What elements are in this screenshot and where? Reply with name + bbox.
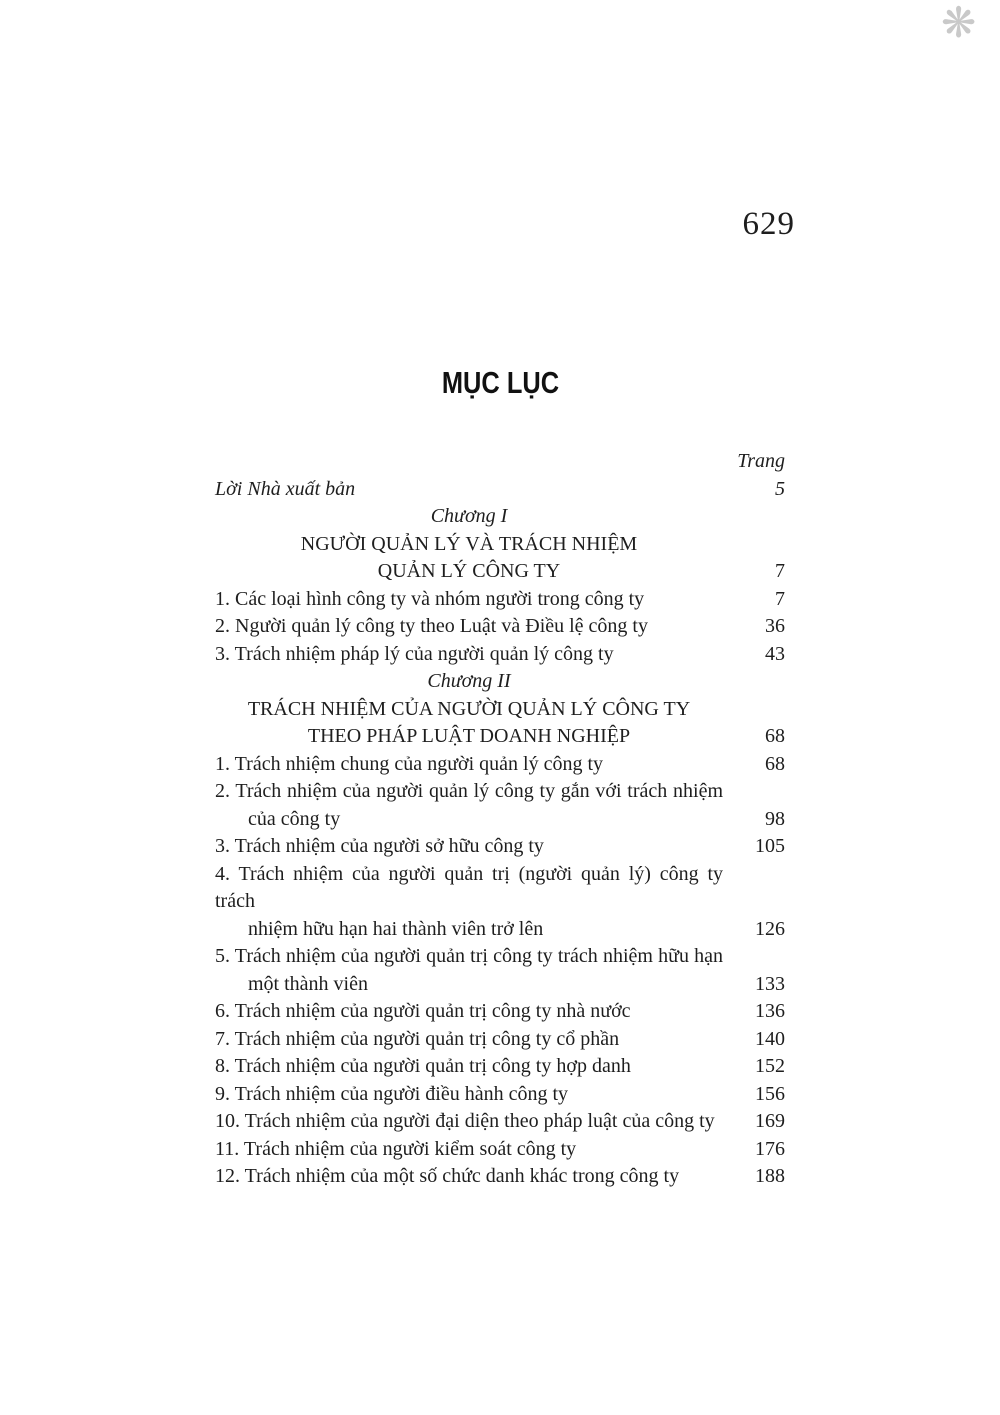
toc-entry-line: 4. Trách nhiệm của người quản trị (người quản lý) công ty trách [215, 862, 723, 912]
toc-title-container [215, 366, 785, 400]
toc-entry-text [215, 1163, 723, 1191]
toc-entry-page-number: 152 [755, 1055, 785, 1077]
toc-entry-text [215, 1108, 723, 1136]
toc-entry-line: Chương I [430, 505, 508, 527]
toc-entry [215, 1163, 785, 1191]
toc-entry [215, 943, 785, 998]
toc-entry [215, 1136, 785, 1164]
toc-entry-text [215, 723, 723, 751]
toc-entry-line: 3. Trách nhiệm của người sở hữu công ty [215, 835, 544, 857]
toc-entry-line: 8. Trách nhiệm của người quản trị công ty hợp danh [215, 1055, 631, 1077]
toc-entry [215, 503, 785, 531]
toc-entry-text [215, 751, 723, 779]
toc-entry [215, 778, 785, 833]
toc-entry-line: của công ty [248, 807, 341, 830]
toc-entry-text [215, 778, 723, 833]
toc-entry-text [215, 1026, 723, 1054]
toc-entry [215, 696, 785, 724]
flower-icon: ❋ [941, 0, 977, 47]
toc-entry-page-number: 7 [775, 560, 785, 582]
toc-entry-text [215, 531, 723, 559]
toc-entry-page-number: 136 [755, 1000, 785, 1022]
toc-entry [215, 751, 785, 779]
toc-entry-page-number: 169 [755, 1110, 785, 1132]
toc-entry [215, 641, 785, 669]
toc-entry-page-number: 105 [755, 835, 785, 857]
toc-entry-page-number: 7 [775, 587, 785, 610]
toc-entry-page-number: 188 [755, 1165, 785, 1187]
toc-entry-line: 11. Trách nhiệm của người kiểm soát công ty [215, 1137, 577, 1160]
toc-entry-line: 9. Trách nhiệm của người điều hành công ty [215, 1082, 569, 1105]
toc-entry-line: TRÁCH NHIỆM CỦA NGƯỜI QUẢN LÝ CÔNG TY [247, 697, 691, 720]
page-number: 629 [742, 206, 795, 242]
toc-entry-text [215, 558, 723, 586]
toc-entry [215, 998, 785, 1026]
toc-title: MỤC LỤC [441, 365, 559, 400]
toc-entry-line: 5. Trách nhiệm của người quản trị công ty trách nhiệm hữu hạn [215, 945, 723, 967]
toc-entry [215, 1026, 785, 1054]
toc-entry-line: NGƯỜI QUẢN LÝ VÀ TRÁCH NHIỆM [300, 532, 638, 555]
toc-entry-page-number: 140 [755, 1027, 785, 1050]
toc-entry-line: 2. Người quản lý công ty theo Luật và Điều lệ công ty [215, 615, 648, 637]
toc-entry-text [215, 476, 723, 504]
toc-entry-text [215, 696, 723, 724]
toc-entry-line: 3. Trách nhiệm pháp lý của người quản lý công ty [215, 642, 614, 665]
toc-entry-text [215, 998, 723, 1026]
toc-entry [215, 476, 785, 504]
toc-entry [215, 1081, 785, 1109]
toc-entry-text [215, 641, 723, 669]
toc-entry-text [215, 861, 723, 944]
toc-entry-text [215, 1081, 723, 1109]
toc-entry [215, 558, 785, 586]
toc-entry-line: 7. Trách nhiệm của người quản trị công ty cổ phần [215, 1027, 620, 1050]
toc-entry-page-number: 68 [765, 752, 785, 775]
toc-entry-line: Lời Nhà xuất bản [215, 477, 356, 500]
table-of-contents [215, 448, 785, 1191]
toc-entry-page-number: 5 [775, 477, 785, 500]
toc-entry-line: 1. Các loại hình công ty và nhóm người trong công ty [215, 587, 645, 610]
toc-entry [215, 861, 785, 944]
toc-page-column-header: Trang [737, 450, 785, 472]
toc-entry-text [215, 586, 723, 614]
toc-entry-line: một thành viên [248, 972, 368, 995]
toc-entry [215, 1053, 785, 1081]
toc-entry-line: 6. Trách nhiệm của người quản trị công ty nhà nước [215, 1000, 631, 1022]
toc-entry [215, 613, 785, 641]
toc-entry-page-number: 98 [765, 807, 785, 830]
toc-entry-page-number: 36 [765, 615, 785, 637]
toc-entry [215, 668, 785, 696]
toc-entry-text [215, 1053, 723, 1081]
toc-entry-line: 10. Trách nhiệm của người đại diện theo pháp luật của công ty [215, 1110, 715, 1132]
toc-entry-page-number: 43 [765, 642, 785, 665]
toc-entry-line: THEO PHÁP LUẬT DOANH NGHIỆP [307, 725, 631, 747]
toc-entry-line: Chương II [427, 670, 511, 692]
toc-entry-line: QUẢN LÝ CÔNG TY [377, 560, 561, 582]
toc-entry-text [215, 503, 723, 531]
toc-entry-text [215, 1136, 723, 1164]
toc-entry [215, 586, 785, 614]
toc-entry-page-number: 176 [755, 1137, 785, 1160]
toc-entry-text [215, 613, 723, 641]
toc-entry-line: 12. Trách nhiệm của một số chức danh khác trong công ty [215, 1165, 680, 1187]
toc-entry-page-number: 126 [755, 917, 785, 940]
toc-entry-page-number: 133 [755, 972, 785, 995]
toc-entry-text [215, 833, 723, 861]
toc-entry [215, 833, 785, 861]
toc-entry [215, 531, 785, 559]
toc-entry-line: 2. Trách nhiệm của người quản lý công ty gắn với trách nhiệm [215, 780, 723, 802]
toc-entry [215, 723, 785, 751]
toc-entry-page-number: 156 [755, 1082, 785, 1105]
toc-entry-text [215, 668, 723, 696]
toc-entry [215, 1108, 785, 1136]
toc-entry-line: nhiệm hữu hạn hai thành viên trở lên [248, 917, 544, 940]
toc-entry-text [215, 943, 723, 998]
toc-entry-page-number: 68 [765, 725, 785, 747]
toc-entry-list [215, 476, 785, 1191]
toc-entry-line: 1. Trách nhiệm chung của người quản lý công ty [215, 752, 604, 775]
